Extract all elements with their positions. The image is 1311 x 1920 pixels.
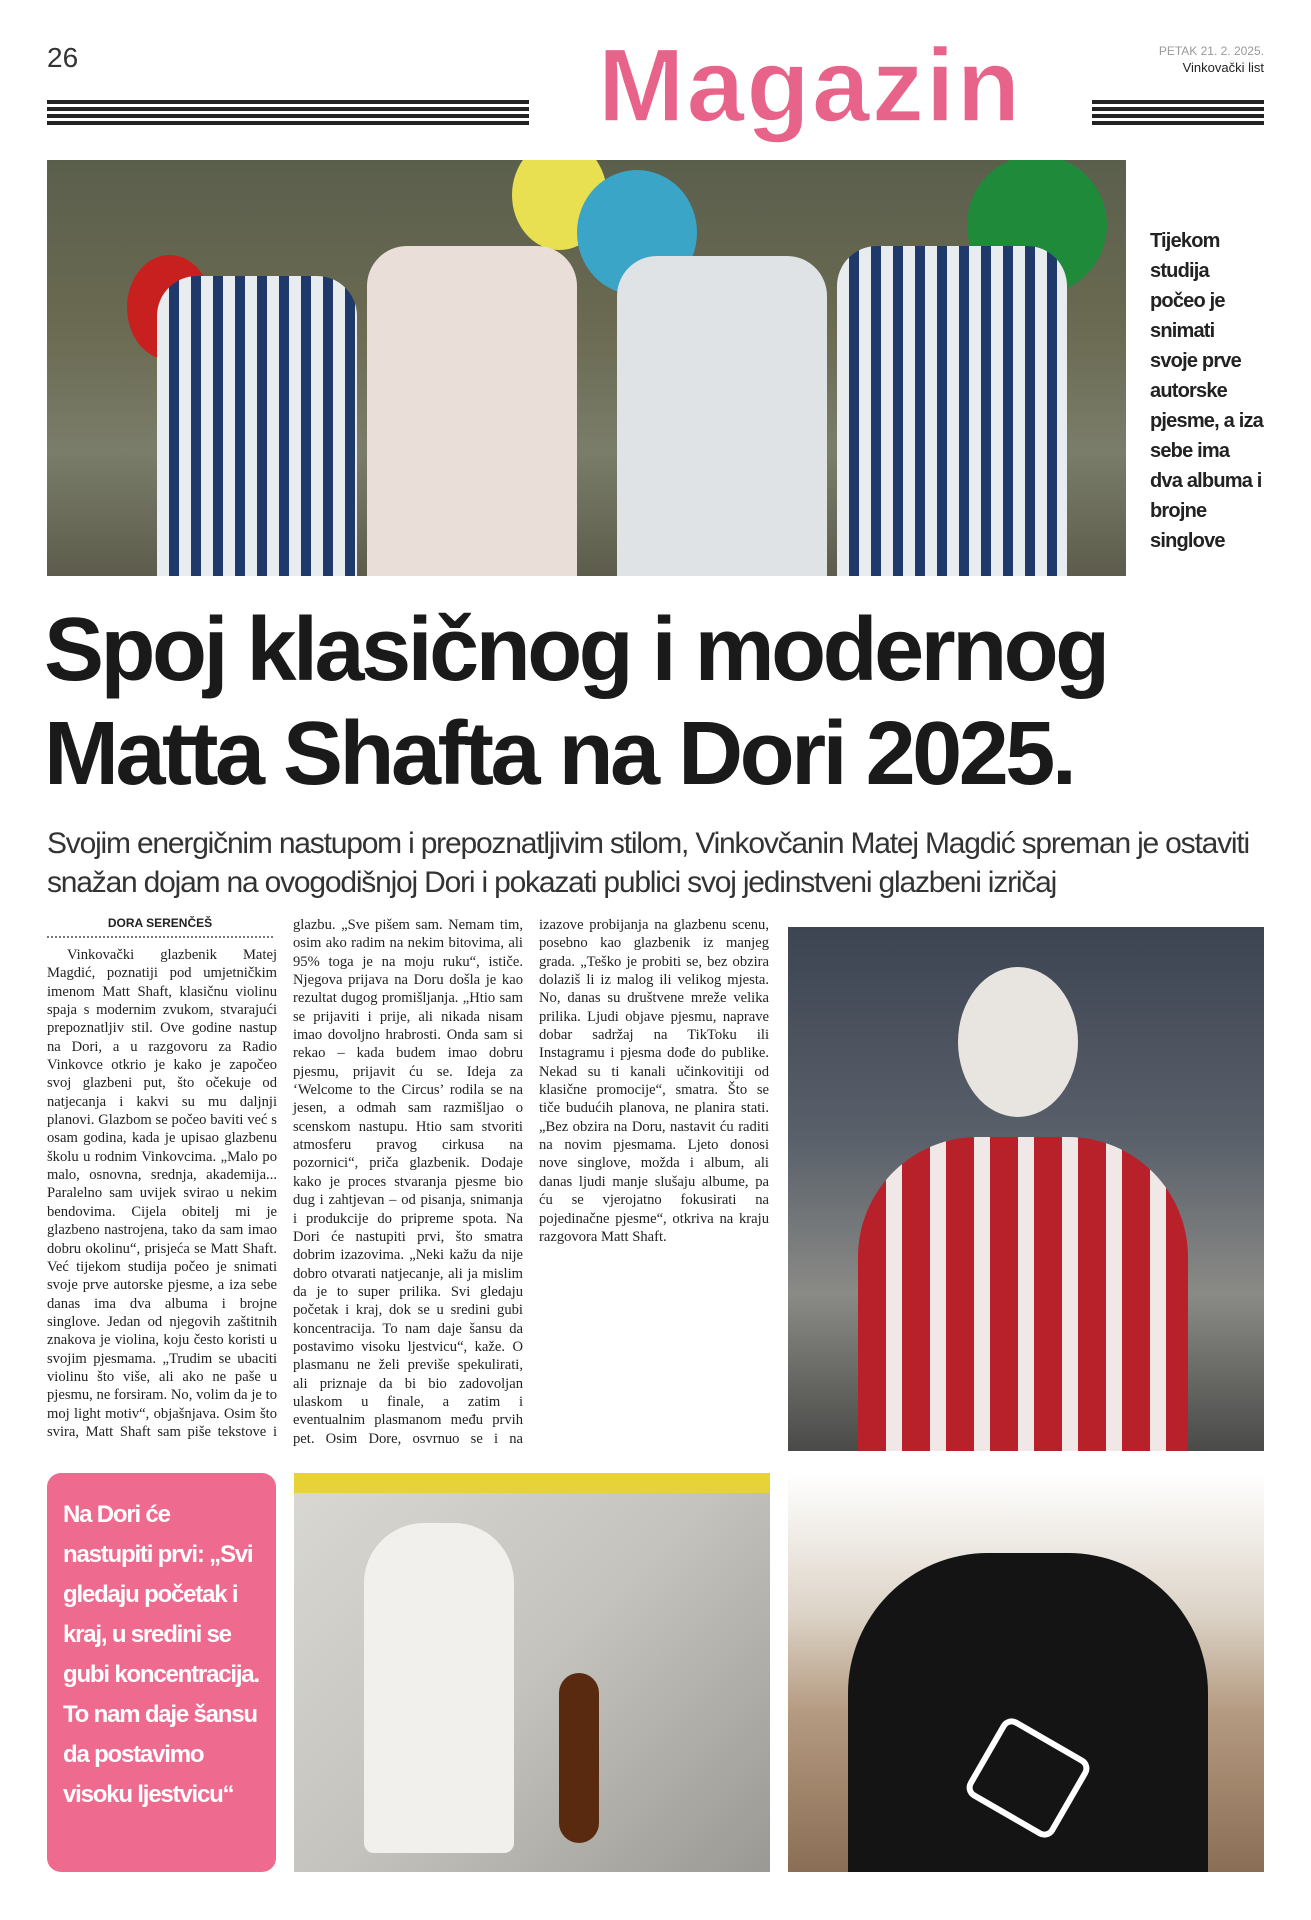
striped-costume bbox=[858, 1137, 1188, 1451]
seated-figure bbox=[364, 1523, 514, 1853]
section-logo-text: Magazin bbox=[597, 28, 1023, 144]
clown-figure bbox=[367, 246, 577, 576]
clown-figure bbox=[157, 276, 357, 576]
pull-quote-text: Na Dori će nastupiti prvi: „Svi gledaju početak i kraj, u sredini se gubi koncentracija. To nam daje šansu da postavimo visoku ljestvicu“ bbox=[63, 1501, 259, 1808]
header-stripes-right bbox=[1092, 100, 1264, 128]
subtitle: Svojim energičnim nastupom i prepoznatljivim stilom, Vinkovčanin Matej Magdić spreman je ostaviti snažan dojam na ovogodišnjoj Dori i pokazati publici svoj jedinstveni glazbeni izričaj bbox=[47, 827, 1249, 899]
header-stripes-left bbox=[47, 100, 529, 128]
clown-figure bbox=[617, 256, 827, 576]
issue-date: PETAK 21. 2. 2025. bbox=[1158, 44, 1264, 58]
face bbox=[958, 967, 1078, 1117]
headline: Spoj klasičnog i modernog Matta Shafta na Dori 2025. bbox=[44, 600, 1107, 804]
yellow-stripe bbox=[294, 1473, 770, 1493]
article-body bbox=[47, 916, 769, 1456]
photo-violinist-clown bbox=[788, 927, 1264, 1451]
publication-name: Vinkovački list bbox=[1182, 60, 1264, 75]
author-byline: DORA SERENČEŠ bbox=[47, 916, 273, 938]
pull-quote-box bbox=[47, 1473, 276, 1872]
section-logo bbox=[545, 28, 1075, 144]
top-photo-caption: Tijekom studija počeo je snimati svoje prve autorske pjesme, a iza sebe ima dva albuma i brojne singlove bbox=[1150, 230, 1263, 552]
violin bbox=[559, 1673, 599, 1843]
top-photo-clowns bbox=[47, 160, 1126, 576]
photo-seated-with-violin bbox=[294, 1473, 770, 1872]
article-text: Vinkovački glazbenik Matej Magdić, poznatiji pod umjetničkim imenom Matt Shaft, klasičnu violinu spaja s modernim zvukom, stvarajući prepoznatljiv stil. Ove godine nastup na Dori, a u razgovoru za Radio Vinkovce otkrio je kako je započeo svoj glazbeni put, što očekuje od natjecanja i kakvi su mu daljnji planovi. Glazbom se počeo baviti već s osam godina, kada je upisao glazbenu školu u rodnim Vinkovcima. „Malo po malo, osnovna, srednja, akademija... Paralelno sam uvijek svirao u nekim bendovima. Cijela obitelj mi je glazbeno nastrojena, tako da sam imao dobru okolinu“, prisjeća se Matt Shaft. Već tijekom studija počeo je snimati svoje prve autorske pjesme, a iza sebe danas ima dva albuma i brojne singlove. Jedan od njegovih zaštitnih znakova je violina, koju često koristi u svojim pjesmama. „Trudim se ubaciti violinu što više, ali ako ne paše u pjesmu, ne forsiram. No, volim da je to moj light motiv“, objašnjava. Osim što svira, Matt Shaft sam piše tekstove i glazbu. „Sve pišem sam. Nemam tim, osim ako radim na nekim bitovima, ali 95% toga je na moju ruku“, ističe. Njegova prijava na Doru došla je kao rezultat dugog promišljanja. „Htio sam se prijaviti i prije, ali nikada nisam imao dovoljno hrabrosti. Onda sam si rekao – kada budem imao dobru pjesmu, prijavit ću se. Ideja za ‘Welcome to the Circus’ rodila se na jesen, a odmah sam razmišljao o scenskom nastupu. Htio sam stvoriti atmosferu pravog cirkusa na pozornici“, priča glazbenik. Dodaje kako je proces stvaranja pjesme bio dug i zahtjevan – od pisanja, snimanja i produkcije do pripreme spota. Na Dori će nastupiti prvi, što smatra dobrim izazovima. „Neki kažu da nije dobro otvarati natjecanje, ali ja mislim da je to super prilika. Svi gledaju početak i kraj, dok se u sredini gubi koncentracija. To nam daje šansu da postavimo visoku ljestvicu“, kaže. O plasmanu ne želi previše spekulirati, ali priznaje da bi bio zadovoljan ulaskom u finale, a zatim i eventualnim plasmanom među prvih pet. Osim Dore, osvrnuo se i na izazove probijanja na glazbenu scenu, posebno kao glazbenik iz manjeg grada. „Teško je probiti se, bez obzira dolaziš li iz malog ili velikog mjesta. No, danas su društvene mreže velika prilika. Ljudi objave pjesmu, naprave dobar sadržaj na TikToku ili Instagramu i pjesma dođe do publike. Nekad su ti kanali učinkovitiji od klasične promocije“, smatra. Što se tiče budućih planova, ne planira stati. „Bez obzira na Doru, nastavit ću raditi na novim pjesmama. Ljeto donosi nove singlove, možda i album, ali danas ljudi manje slušaju albume, pa ću se vjerojatno fokusirati na pojedinačne pjesme“, otkriva na kraju razgovora Matt Shaft. bbox=[47, 917, 769, 1447]
clown-figure bbox=[837, 246, 1067, 576]
photo-hoodie-back bbox=[788, 1473, 1264, 1872]
page-number: 26 bbox=[47, 42, 79, 73]
